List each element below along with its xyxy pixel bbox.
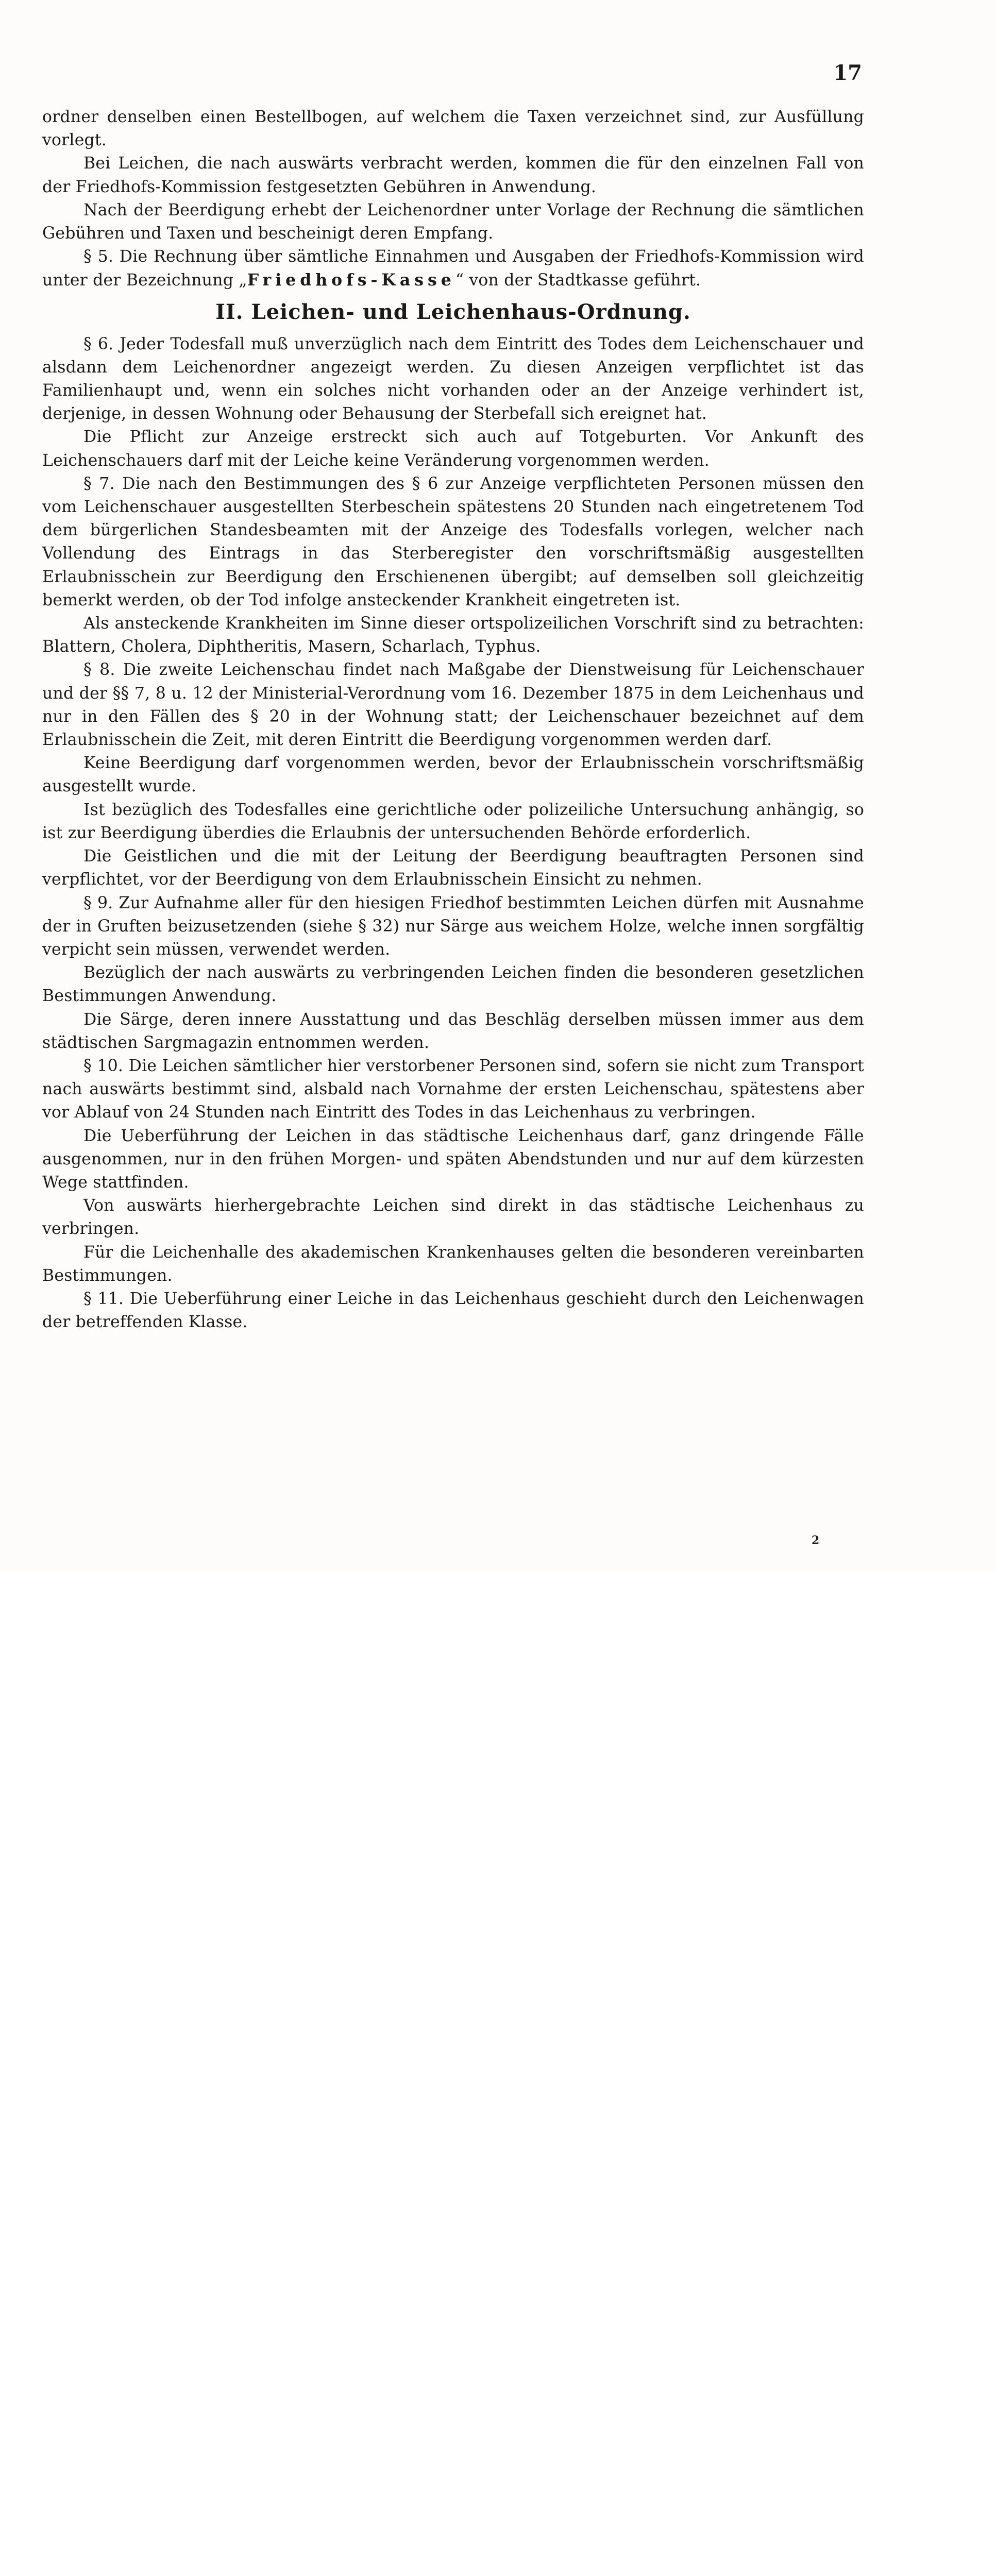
paragraph-section-11: § 11. Die Ueberführung einer Leiche in das Leichenhaus geschieht durch den Leichenwagen der betreffenden Klasse. — [42, 1289, 864, 1332]
paragraph: Die Särge, deren innere Ausstattung und das Beschläg derselben müssen immer aus dem städtischen Sargmagazin entnommen werden. — [42, 1010, 864, 1052]
digitization-footer — [0, 1572, 996, 1675]
paragraph-section-10: § 10. Die Leichen sämtlicher hier verstorbener Personen sind, sofern sie nicht zum Transport nach auswärts bestimmt sind, alsbald nach Vornahme der ersten Leichenschau, spätestens aber vor Ablauf von 24 Stunden nach Eintritt des Todes in das Leichenhaus zu verbringen. — [42, 1056, 864, 1122]
spaced-term: Friedhofs-Kasse — [247, 270, 455, 290]
paragraph-section-9: § 9. Zur Aufnahme aller für den hiesigen Friedhof bestimmten Leichen dürfen mit Ausnahme der in Gruften beizusetzenden (siehe § 32) nur Särge aus weichem Holze, welche innen sorgfältig verpicht sein müssen, verwendet werden. — [42, 893, 864, 959]
paragraph: Bei Leichen, die nach auswärts verbracht werden, kommen die für den einzelnen Fall von der Friedhofs-Kommission festgesetzten Gebühren in Anwendung. — [42, 154, 864, 196]
paragraph: Für die Leichenhalle des akademischen Krankenhauses gelten die besonderen vereinbarten Bestimmungen. — [42, 1243, 864, 1285]
section-heading: II. Leichen- und Leichenhaus-Ordnung. — [215, 299, 691, 324]
paragraph-section-5 — [42, 245, 864, 292]
page-number: 17 — [833, 61, 862, 85]
paragraph: ordner denselben einen Bestellbogen, auf welchem die Taxen verzeichnet sind, zur Ausfüllung vorlegt. — [42, 108, 864, 150]
signature-mark: 2 — [812, 1534, 820, 1547]
paragraph: Die Geistlichen und die mit der Leitung der Beerdigung beauftragten Personen sind verpflichtet, vor der Beerdigung von dem Erlaubnisschein Einsicht zu nehmen. — [42, 847, 864, 889]
paragraph-section-7: § 7. Die nach den Bestimmungen des § 6 zur Anzeige verpflichteten Personen müssen den vom Leichenschauer ausgestellten Sterbeschein spätestens 20 Stunden nach eingetretenem Tod dem bürgerlichen Standesbeamten mit der Anzeige des Todesfalls vorlegen, welcher nach Vollendung des Eintrags in das Sterberegister den vorschriftsmäßig ausgestellten Erlaubnisschein zur Beerdigung den Erschienenen übergibt; auf demselben soll gleichzeitig bemerkt werden, ob der Tod infolge ansteckender Krankheit eingetreten ist. — [42, 474, 864, 609]
paragraph: Keine Beerdigung darf vorgenommen werden, bevor der Erlaubnisschein vorschriftsmäßig ausgestellt wurde. — [42, 754, 864, 796]
paragraph: Die Pflicht zur Anzeige erstreckt sich auch auf Totgeburten. Vor Ankunft des Leichenschauers darf mit der Leiche keine Veränderung vorgenommen werden. — [42, 428, 864, 470]
paragraph: Die Ueberführung der Leichen in das städtische Leichenhaus darf, ganz dringende Fälle ausgenommen, nur in den frühen Morgen- und späten Abendstunden und nur auf dem kürzesten Wege stattfinden. — [42, 1126, 864, 1192]
text-run: § 5. Die Rechnung über sämtliche Einnahmen und Ausgaben der Friedhofs-Kommission wird unter der Bezeichnung „ — [42, 247, 864, 290]
text-run: “ von der Stadtkasse geführt. — [455, 271, 701, 290]
paragraph: Von auswärts hierhergebrachte Leichen sind direkt in das städtische Leichenhaus zu verbringen. — [42, 1196, 864, 1239]
body-text — [42, 106, 864, 1334]
paragraph: Bezüglich der nach auswärts zu verbringenden Leichen finden die besonderen gesetzlichen Bestimmungen Anwendung. — [42, 963, 864, 1006]
paragraph: Ist bezüglich des Todesfalles eine gerichtliche oder polizeiliche Untersuchung anhängig, so ist zur Beerdigung überdies die Erlaubnis der untersuchenden Behörde erforderlich. — [42, 800, 864, 842]
paragraph: Als ansteckende Krankheiten im Sinne dieser ortspolizeilichen Vorschrift sind zu betrachten: Blattern, Cholera, Diphtheritis, Masern, Scharlach, Typhus. — [42, 614, 864, 656]
paragraph-section-6: § 6. Jeder Todesfall muß unverzüglich nach dem Eintritt des Todes dem Leichenschauer und alsdann dem Leichenordner angezeigt werden. Zu diesen Anzeigen verpflichtet ist das Familienhaupt und, wenn ein solches nicht vorhanden oder an der Anzeige verhindert ist, derjenige, in dessen Wohnung oder Behausung der Sterbefall sich ereignet hat. — [42, 334, 864, 423]
paragraph-section-8: § 8. Die zweite Leichenschau findet nach Maßgabe der Dienstweisung für Leichenschauer und der §§ 7, 8 u. 12 der Ministerial-Verordnung vom 16. Dezember 1875 in dem Leichenhaus und nur in den Fällen des § 20 in der Wohnung statt; der Leichenschauer bezeichnet auf dem Erlaubnisschein die Zeit, mit deren Eintritt die Beerdigung vorgenommen werden darf. — [42, 660, 864, 750]
paragraph: Nach der Beerdigung erhebt der Leichenordner unter Vorlage der Rechnung die sämtlichen Gebühren und Taxen und bescheinigt deren Empfang. — [42, 200, 864, 243]
